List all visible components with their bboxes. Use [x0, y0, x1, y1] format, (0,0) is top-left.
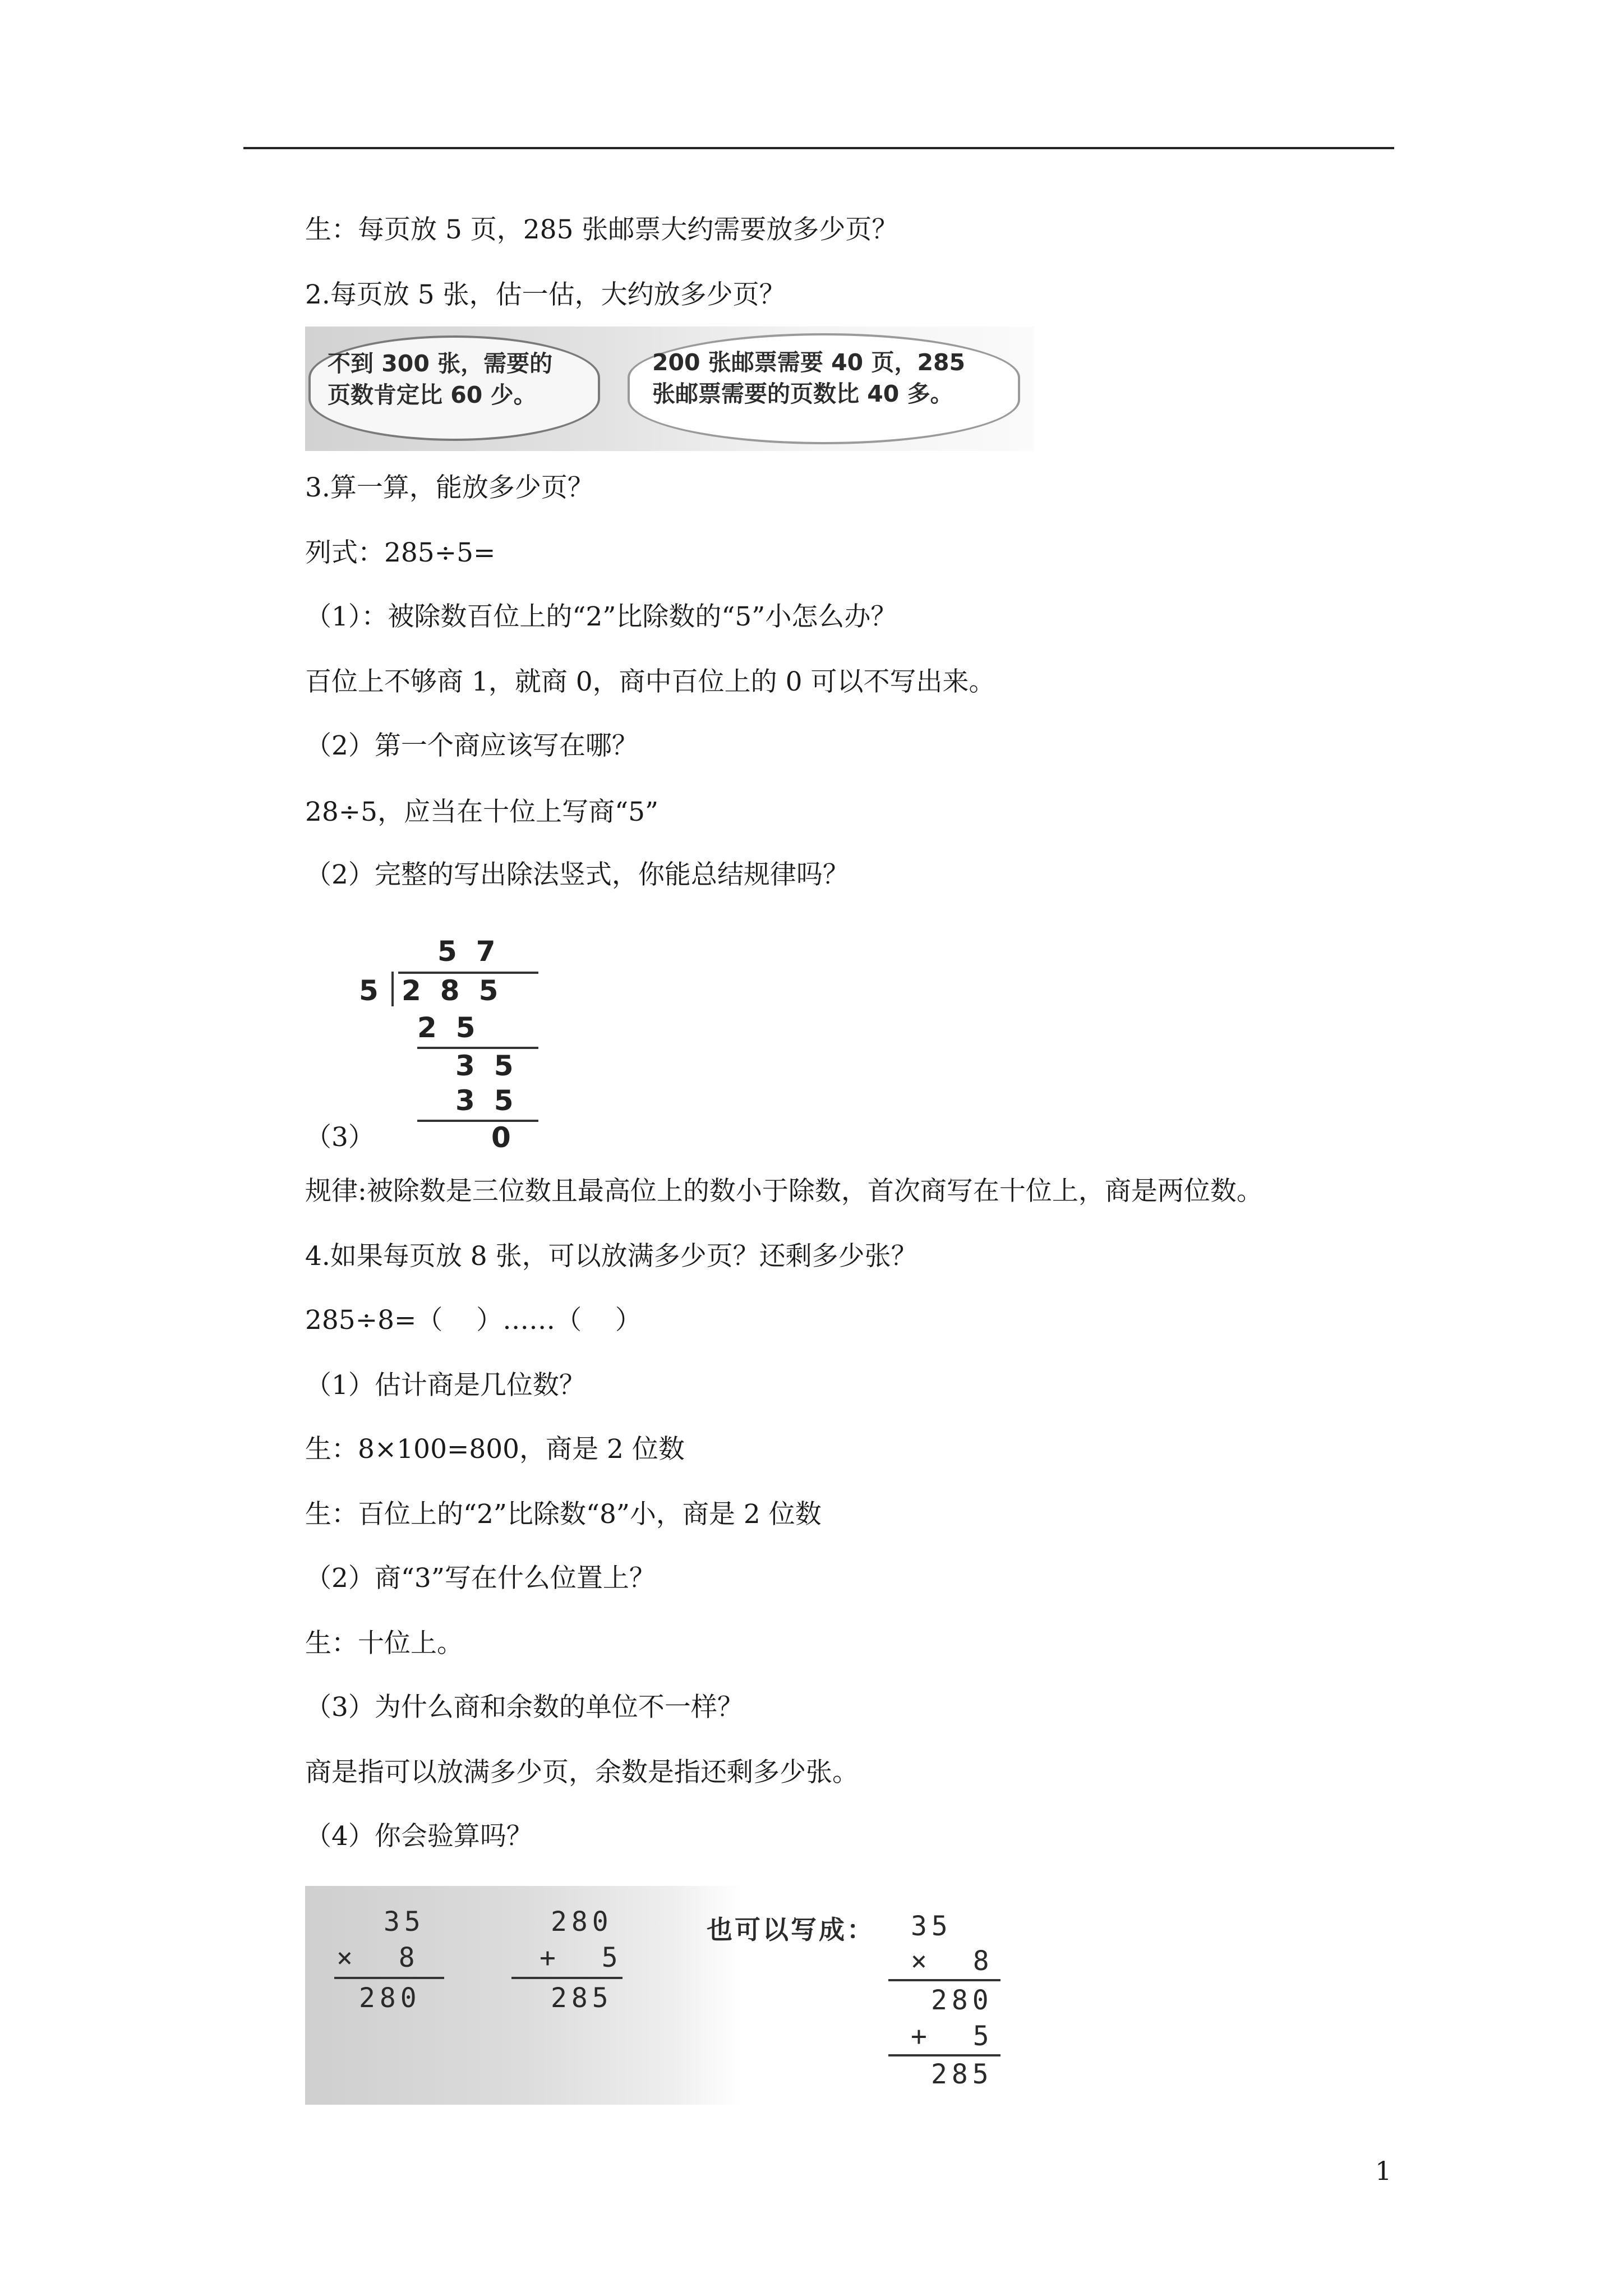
sum-rule	[511, 1977, 623, 1979]
multiplier: × 8	[911, 1945, 994, 1977]
text-line: 28÷5，应当在十位上写商“5”	[305, 797, 659, 827]
bubble-text: 200 张邮票需要 40 页，285	[652, 349, 966, 376]
product: 280	[359, 1982, 421, 2014]
estimate-bubbles-figure	[305, 326, 1034, 451]
division-bracket	[391, 972, 394, 1006]
text-line: （2）完整的写出除法竖式，你能总结规律吗？	[305, 859, 849, 890]
division-bar	[398, 972, 538, 974]
partial-dividend: 35	[455, 1050, 533, 1082]
sum-rule	[888, 1979, 1000, 1981]
thought-bubble-left	[308, 335, 600, 441]
alternate-note: 也可以写成：	[707, 1915, 875, 1945]
partial-product: 35	[455, 1084, 533, 1117]
partial-product: 25	[417, 1011, 495, 1044]
text-line: 百位上不够商 1，就商 0，商中百位上的 0 可以不写出来。	[305, 666, 995, 697]
page-number: 1	[1375, 2156, 1392, 2186]
sum: 285	[931, 2059, 993, 2090]
text-line: 商是指可以放满多少页，余数是指还剩多少张。	[305, 1757, 859, 1788]
figure-label: （3）	[305, 1122, 375, 1153]
addend: + 5	[540, 1942, 623, 1973]
text-line: 生：十位上。	[305, 1628, 463, 1659]
text-line: 列式：285÷5=	[305, 537, 496, 568]
text-line: 生：每页放 5 页，285 张邮票大约需要放多少页？	[305, 214, 898, 245]
addend: + 5	[911, 2021, 994, 2052]
product: 280	[551, 1906, 613, 1938]
text-line: （2）商“3”写在什么位置上？	[305, 1563, 656, 1594]
text-line: （3）为什么商和余数的单位不一样？	[305, 1692, 744, 1723]
sum-rule	[888, 2054, 1000, 2056]
verification-figure	[305, 1886, 1034, 2105]
text-line: （2）第一个商应该写在哪？	[305, 730, 638, 761]
thought-bubble-right	[628, 333, 1020, 444]
bubble-text: 张邮票需要的页数比 40 多。	[652, 380, 953, 407]
text-line: 285÷8=（ ）……（ ）	[305, 1305, 642, 1336]
multiplier: × 8	[336, 1942, 419, 1973]
subtract-rule	[417, 1047, 538, 1049]
text-line: 4.如果每页放 8 张，可以放满多少页？还剩多少张？	[305, 1241, 917, 1272]
bubble-text: 页数肯定比 60 少。	[328, 381, 537, 408]
sum-rule	[334, 1977, 444, 1979]
text-line: 规律:被除数是三位数且最高位上的数小于除数，首次商写在十位上，商是两位数。	[305, 1176, 1263, 1207]
product: 280	[931, 1985, 993, 2016]
sum: 285	[551, 1982, 613, 2014]
quotient: 57	[437, 935, 515, 968]
text-line: 生：8×100=800，商是 2 位数	[305, 1434, 685, 1465]
text-line: 3.算一算，能放多少页？	[305, 472, 594, 503]
divisor: 5	[359, 974, 398, 1007]
text-line: 2.每页放 5 张，估一估，大约放多少页？	[305, 279, 786, 310]
factor: 35	[384, 1906, 425, 1938]
bubble-text: 不到 300 张，需要的	[328, 350, 553, 377]
text-line: （4）你会验算吗？	[305, 1821, 533, 1852]
text-line: 生：百位上的“2”比除数“8”小，商是 2 位数	[305, 1499, 822, 1530]
text-line: （1）：被除数百位上的“2”比除数的“5”小怎么办？	[305, 601, 897, 632]
factor: 35	[911, 1911, 952, 1942]
dividend: 285	[402, 974, 518, 1007]
remainder: 0	[491, 1121, 530, 1154]
header-rule	[243, 147, 1394, 149]
text-line: （1）估计商是几位数？	[305, 1370, 585, 1401]
long-division-figure	[359, 904, 572, 1156]
